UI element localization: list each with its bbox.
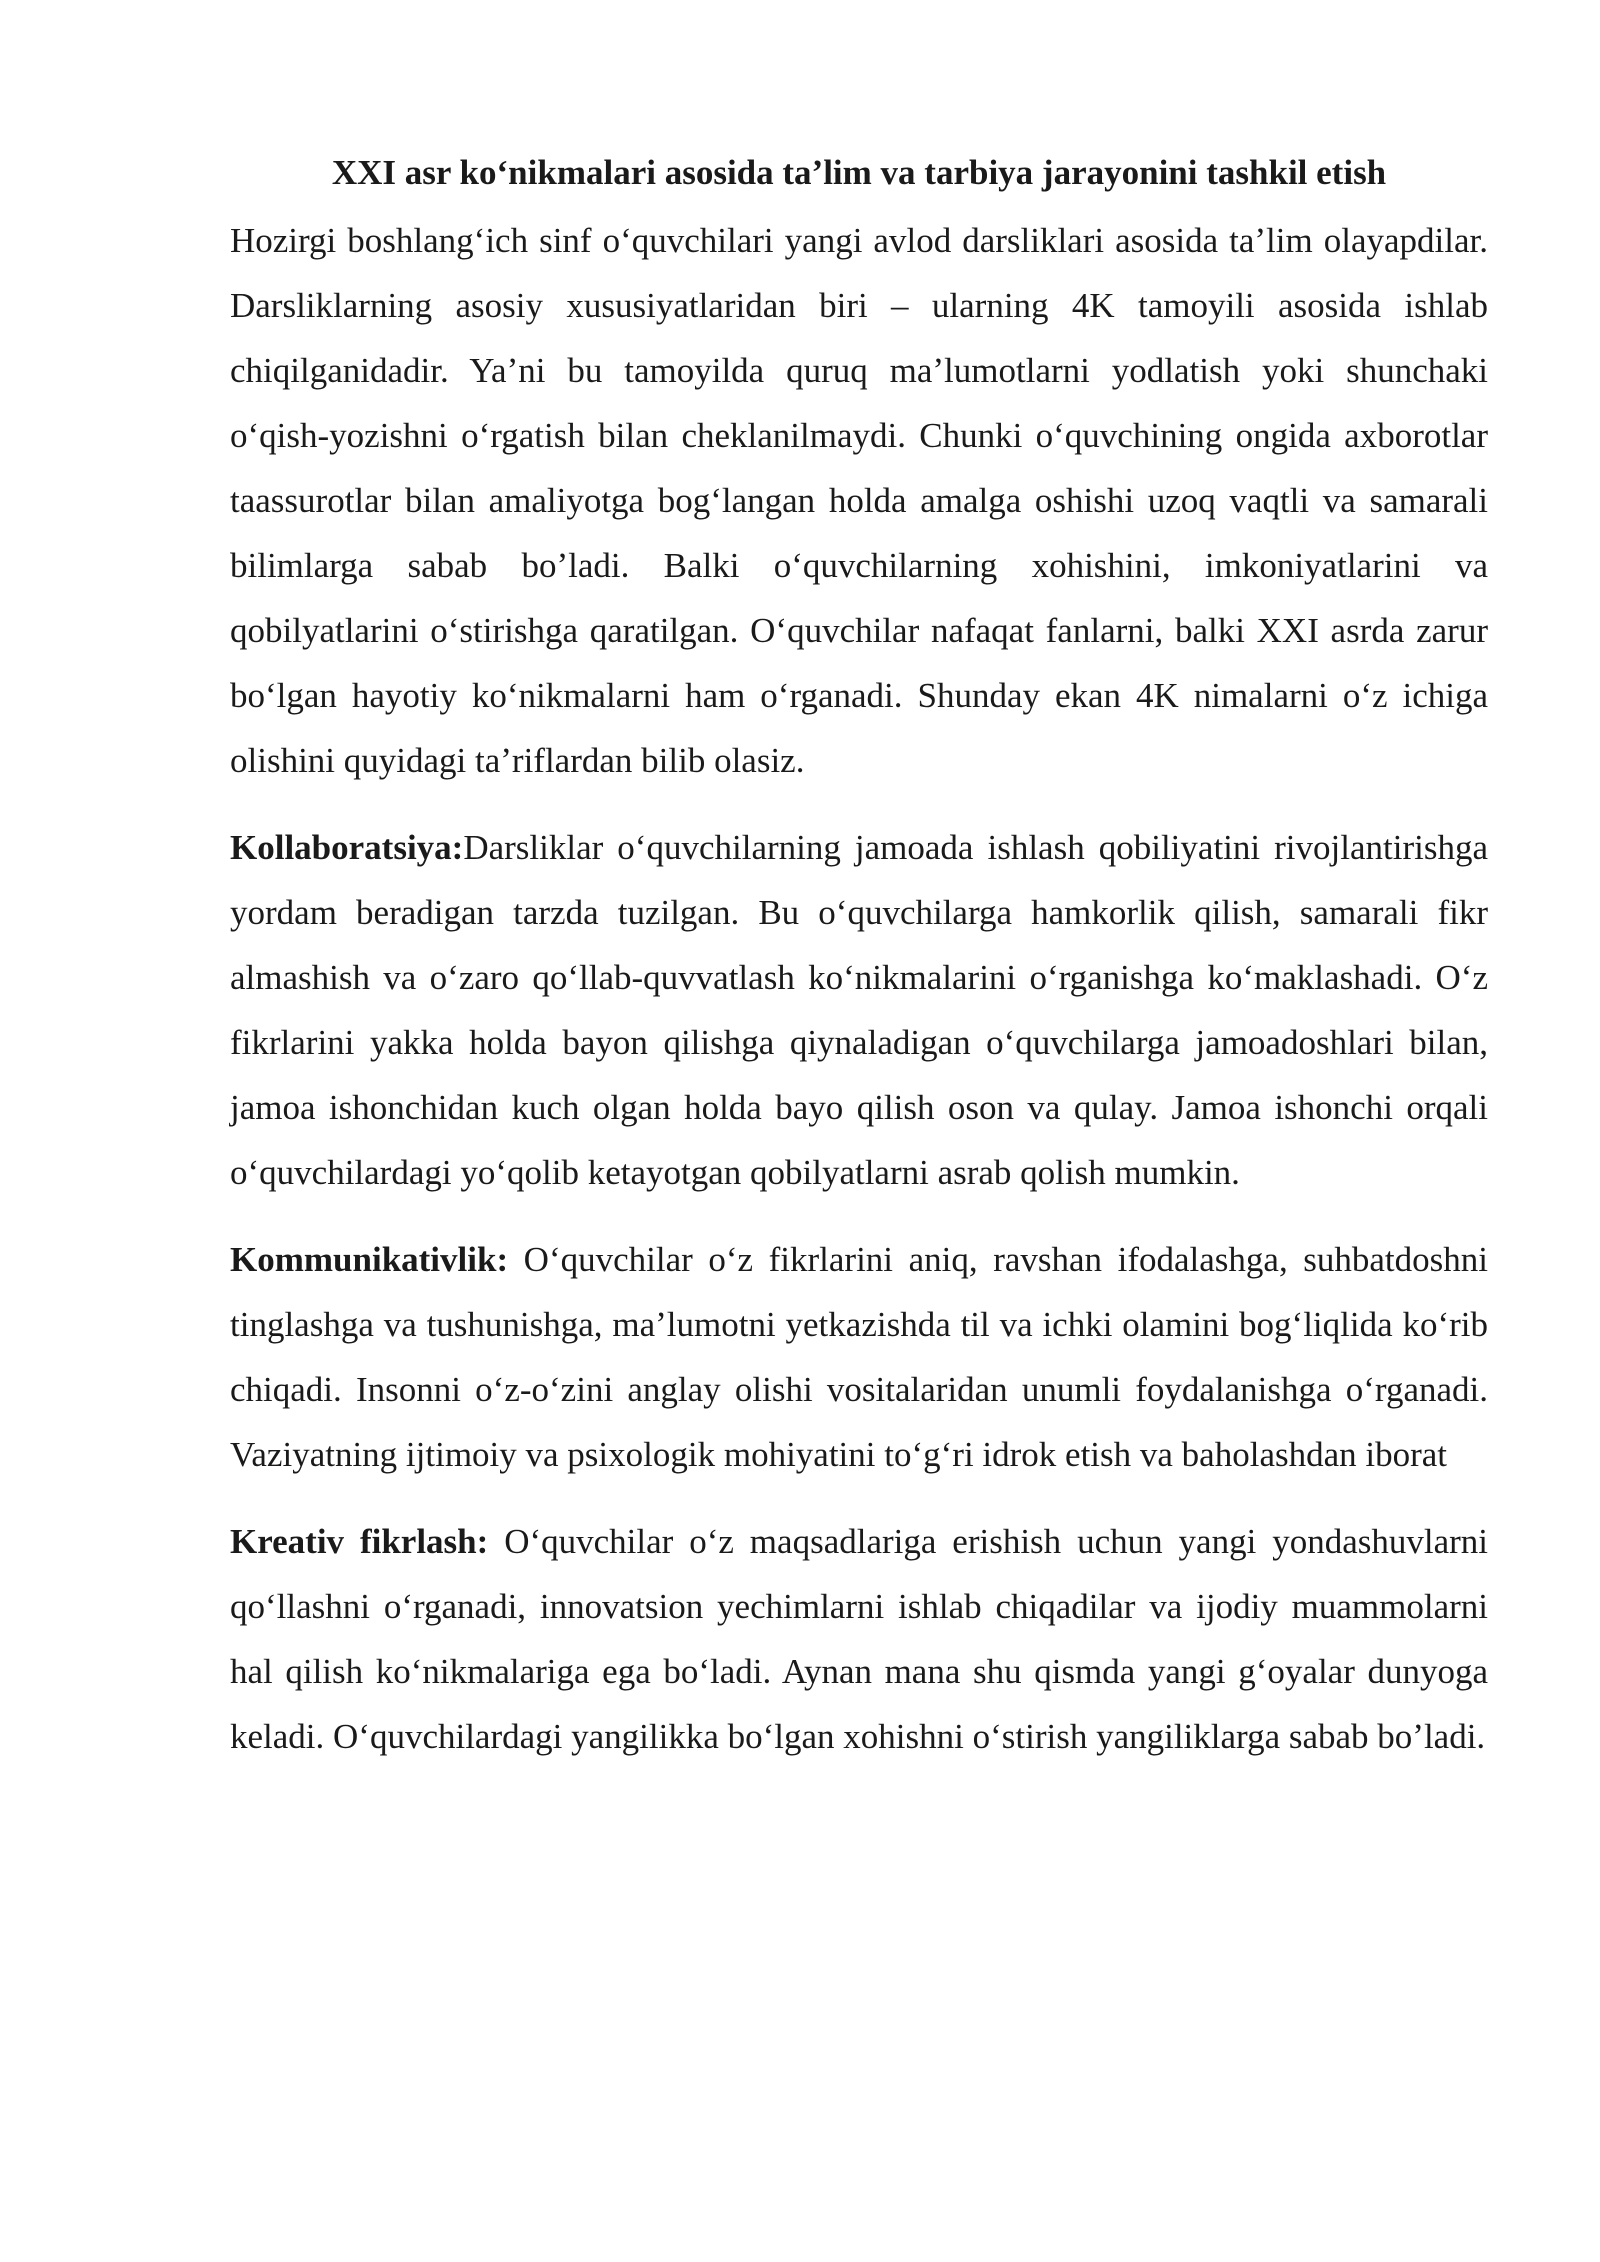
section-term: Kollaboratsiya: (230, 828, 464, 867)
section-kreativ-fikrlash (230, 1509, 1488, 1769)
section-term: Kreativ fikrlash: (230, 1522, 489, 1561)
section-text: Oʻquvchilar oʻz maqsadlariga erishish uchun yangi yondashuvlarni qoʻllashni oʻrganadi, innovatsion yechimlarni ishlab chiqadilar va ijodiy muammolarni hal qilish koʻnikmalariga ega boʻladi. Aynan mana shu qismda yangi gʻoyalar dunyoga keladi. Oʻquvchilardagi yangilikka boʻlgan xohishni oʻstirish yangiliklarga sabab boʼladi. (230, 1522, 1488, 1756)
document-body (230, 148, 1488, 1791)
section-kollaboratsiya (230, 815, 1488, 1205)
intro-paragraph: Hozirgi boshlangʻich sinf oʻquvchilari yangi avlod darsliklari asosida taʼlim olayapdilar. Darsliklarning asosiy xususiyatlaridan biri – ularning 4K tamoyili asosida ishlab chiqilganidadir. Yaʼni bu tamoyilda quruq maʼlumotlarni yodlatish yoki shunchaki oʻqish-yozishni oʻrgatish bilan cheklanilmaydi. Chunki oʻquvchining ongida axborotlar taassurotlar bilan amaliyotga bogʻlangan holda amalga oshishi uzoq vaqtli va samarali bilimlarga sabab boʼladi. Balki oʻquvchilarning xohishini, imkoniyatlarini va qobilyatlarini oʻstirishga qaratilgan. Oʻquvchilar nafaqat fanlarni, balki XXI asrda zarur boʻlgan hayotiy koʻnikmalarni ham oʻrganadi. Shunday ekan 4K nimalarni oʻz ichiga olishini quyidagi taʼriflardan bilib olasiz. (230, 221, 1488, 780)
section-text: Oʻquvchilar oʻz fikrlarini aniq, ravshan ifodalashga, suhbatdoshni tinglashga va tushunishga, maʼlumotni yetkazishda til va ichki olamini bogʻliqlida koʻrib chiqadi. Insonni oʻz-oʻzini anglay olishi vositalaridan unumli foydalanishga oʻrganadi. Vaziyatning ijtimoiy va psixologik mohiyatini toʻgʻri idrok etish va baholashdan iborat (230, 1240, 1488, 1474)
document-title: XXI asr koʻnikmalari asosida taʼlim va tarbiya jarayonini tashkil etish (331, 153, 1387, 192)
section-text: Darsliklar oʻquvchilarning jamoada ishlash qobiliyatini rivojlantirishga yordam beradigan tarzda tuzilgan. Bu oʻquvchilarga hamkorlik qilish, samarali fikr almashish va oʻzaro qoʻllab-quvvatlash koʻnikmalarini oʻrganishga koʻmaklashadi. Oʻz fikrlarini yakka holda bayon qilishga qiynaladigan oʻquvchilarga jamoadoshlari bilan, jamoa ishonchidan kuch olgan holda bayo qilish oson va qulay. Jamoa ishonchi orqali oʻquvchilardagi yoʻqolib ketayotgan qobilyatlarni asrab qolish mumkin. (230, 828, 1488, 1192)
section-term: Kommunikativlik: (230, 1240, 509, 1279)
section-kommunikativlik (230, 1227, 1488, 1487)
